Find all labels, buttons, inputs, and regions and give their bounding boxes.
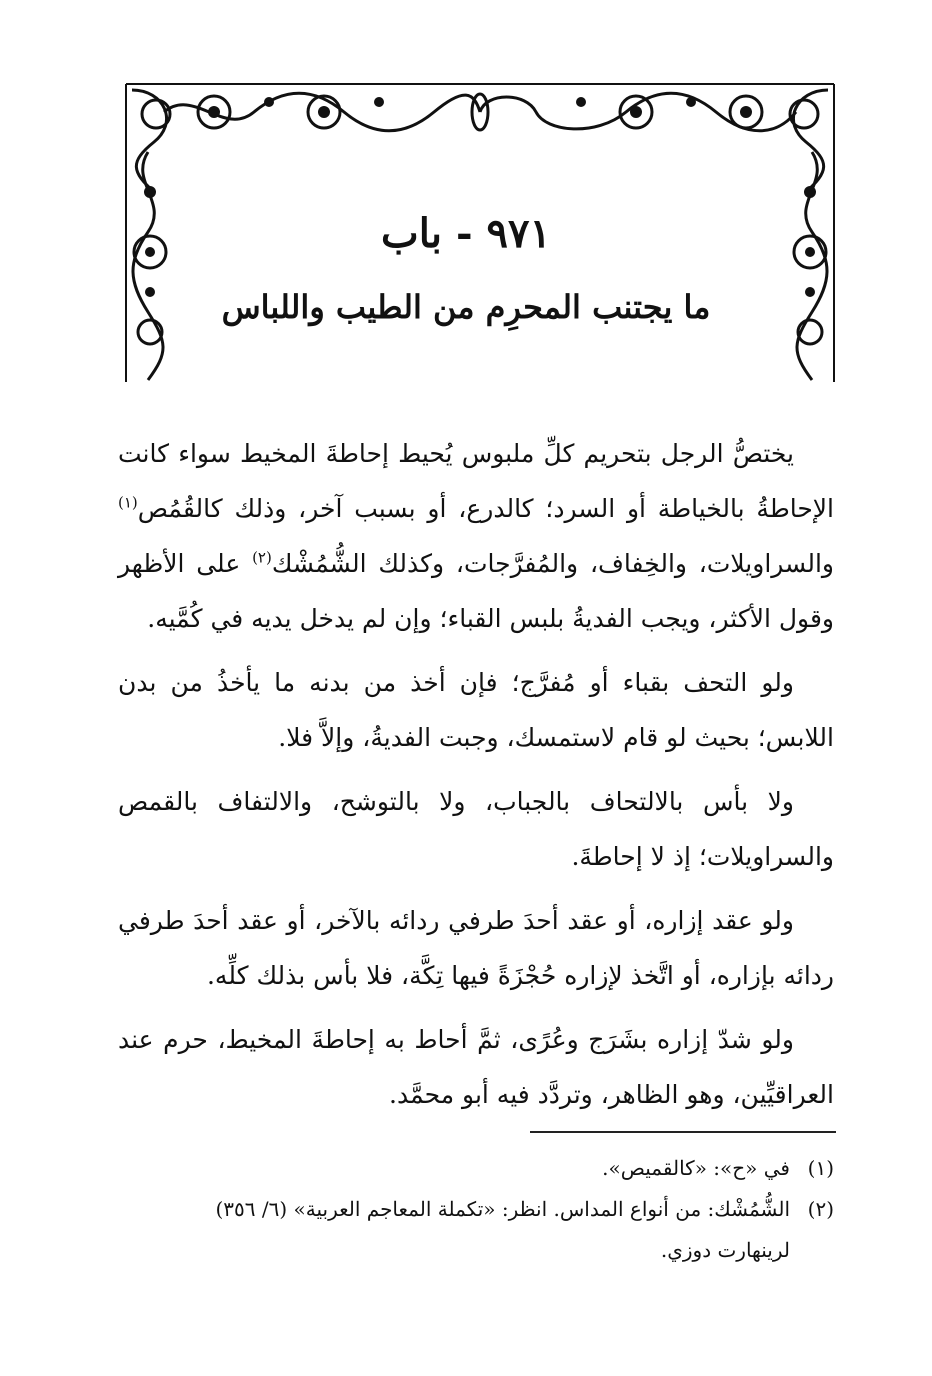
footnote-separator (530, 1131, 836, 1133)
paragraph-1-part-b: والسراويلات، والخِفاف، والمُفرَّجات، وكذلك الشُّمُشْك (271, 549, 834, 578)
chapter-title: ما يجتنب المحرِم من الطيب واللباس (221, 288, 711, 326)
paragraph-2: ولو التحف بقباء أو مُفرَّج؛ فإن أخذ من بدنه ما يأخذُ من بدن اللابس؛ بحيث لو قام لاستمسك، وجبت الفديةُ، وإلاَّ فلا. (118, 668, 834, 752)
paragraph-4: ولو عقد إزاره، أو عقد أحدَ طرفي ردائه بالآخر، أو عقد أحدَ طرفي ردائه بإزاره، أو اتَّخذ لإزاره حُجْزَةً فيها تِكَّة، فلا بأس بذلك كلِّه. (118, 906, 834, 990)
footnote-1 (118, 1148, 834, 1189)
footnote-2-text: الشُّمُشْك: من أنواع المداس. انظر: «تكملة المعاجم العربية» (٦/ ٣٥٦) (215, 1197, 790, 1221)
footnote-ref-1: (١) (118, 493, 138, 512)
chapter-number: ٩٧١ - باب (381, 210, 551, 257)
footnote-2 (118, 1189, 834, 1230)
paragraph-1-part-c: على الأظهر وقول الأكثر، ويجب الفديةُ بلبس القباء؛ وإن لم يدخل يديه في كُمَّيه. (118, 549, 834, 633)
footnote-2-number: (٢) (807, 1197, 834, 1221)
footnote-1-number: (١) (807, 1156, 834, 1180)
paragraph-1 (118, 426, 834, 646)
paragraph-5: ولو شدّ إزاره بشَرَج وعُرًى، ثمَّ أحاط به إحاطةَ المخيط، حرم عند العراقيِّين، وهو الظاهر، وتردَّد فيه أبو محمَّد. (118, 1025, 834, 1109)
footnote-1-text: في «ح»: «كالقميص». (602, 1156, 790, 1180)
footnote-2-continuation: لرينهارت دوزي. (660, 1238, 790, 1262)
footnote-ref-2: (٢) (252, 548, 272, 567)
paragraph-1-part-a: يختصُّ الرجل بتحريم كلِّ ملبوس يُحيط إحاطةَ المخيط سواء كانت الإحاطةُ بالخياطة أو السرد؛ كالدرع، أو بسبب آخر، وذلك كالقُمُص (118, 439, 834, 523)
paragraph-3: ولا بأس بالالتحاف بالجباب، ولا بالتوشح، والالتفاف بالقمص والسراويلات؛ إذ لا إحاطةَ. (118, 787, 834, 871)
footnotes (118, 1148, 834, 1271)
main-text (118, 426, 834, 1131)
